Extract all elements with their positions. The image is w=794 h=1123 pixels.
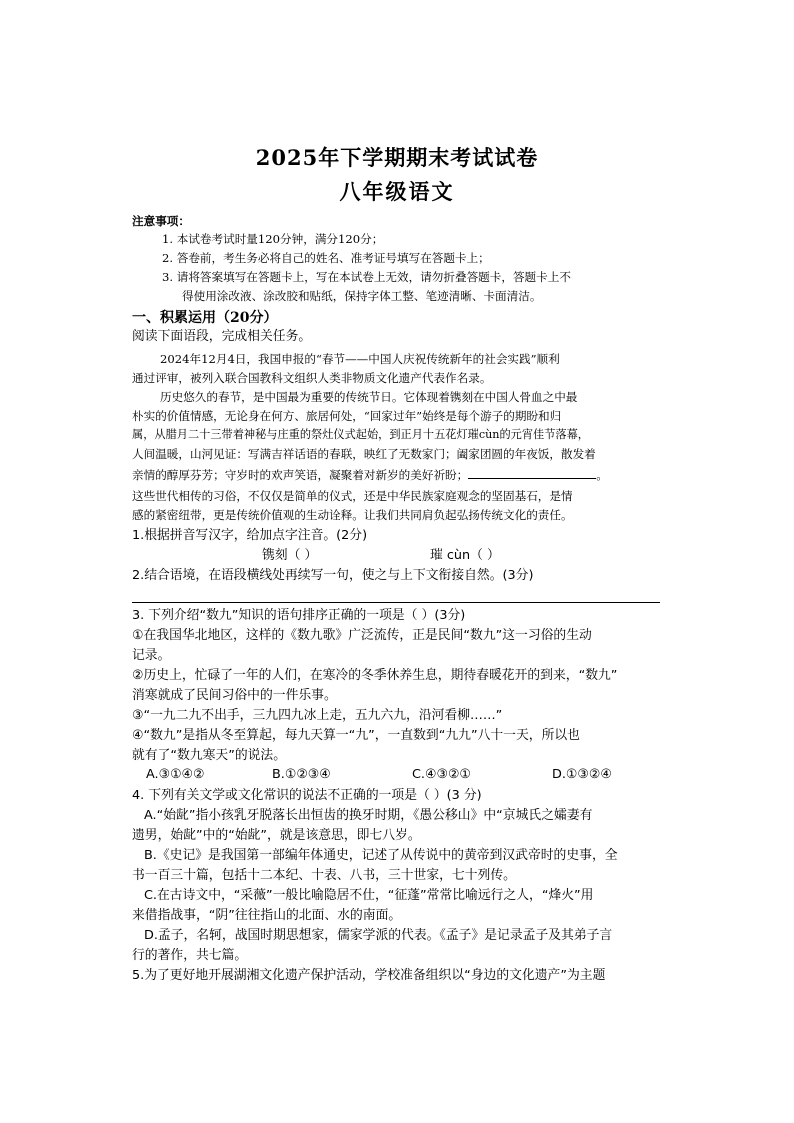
question-5: 5.为了更好地开展湖湘文化遗产保护活动，学校准备组织以“身边的文化遗产”为主题: [132, 968, 606, 983]
passage-line: 感的紧密纽带，更是传统价值观的生动诠释。让我们共同肩负起弘扬传统文化的责任。: [132, 508, 573, 522]
question-2: 2.结合语境，在语段横线处再续写一句，使之与上下文衔接自然。(3分): [132, 568, 534, 583]
passage-line: 2024年12月4日，我国申报的“春节——中国人庆祝传统新年的社会实践”顺利: [160, 352, 560, 366]
q3-option-c: C.④③②①: [412, 767, 471, 782]
q3-line: 就有了“数九寒天”的说法。: [132, 748, 287, 763]
q4-line: 书一百三十篇，包括十二本纪、十表、八书，三十世家，七十列传。: [132, 868, 516, 883]
passage-line-with-blank: [132, 466, 662, 484]
q4-line: 来借指战事，“阴”往往指山的北面、水的南面。: [132, 908, 402, 923]
notice-heading: 注意事项：: [132, 214, 190, 228]
section-intro: 阅读下面语段，完成相关任务。: [132, 329, 312, 344]
q3-line: ①在我国华北地区，这样的《数九歌》广泛流传，正是民间“数九”这一习俗的生动: [132, 628, 592, 643]
answer-blank: [468, 466, 596, 479]
q4-line: 行的著作，共七篇。: [132, 948, 248, 963]
q1-blank-1: 镌刻（ ）: [262, 548, 318, 563]
question-4: 4. 下列有关文学或文化常识的说法不正确的一项是（ ）(3 分): [132, 788, 482, 803]
q3-line: ③“一九二九不出手，三九四九冰上走，五九六九，沿河看柳……”: [132, 708, 503, 723]
passage-end: 。: [596, 468, 608, 482]
notice-item: 得使用涂改液、涂改胶和贴纸，保持字体工整、笔迹清晰、卡面清洁。: [182, 289, 542, 303]
passage-line: 朴实的价值情感，无论身在何方、旅居何处，“回家过年”始终是每个游子的期盼和归: [132, 409, 562, 423]
q1-blank-2: 璀 cùn（ ）: [430, 548, 500, 563]
exam-subtitle: 八年级语文: [339, 179, 455, 204]
q3-line: 记录。: [132, 648, 171, 663]
section-heading: 一、积累运用（20分）: [132, 310, 278, 326]
q3-line: ②历史上，忙碌了一年的人们，在寒冷的冬季休养生息，期待春暖花开的到来，“数九”: [132, 668, 618, 683]
passage-text: 亲情的醇厚芬芳；守岁时的欢声笑语，凝聚着对新岁的美好祈盼；: [132, 468, 469, 482]
notice-item: 2. 答卷前，考生务必将自己的姓名、准考证号填写在答题卡上；: [162, 251, 490, 265]
q3-option-a: A.③①④②: [146, 767, 205, 782]
passage-line: 人间温暖，山河见证：写满吉祥话语的春联，映红了无数家门；阖家团圆的年夜饭，散发着: [132, 447, 596, 461]
answer-line: [132, 602, 660, 603]
q3-line: ④“数九”是指从冬至算起，每九天算一“九”，一直数到“九九”八十一天，所以也: [132, 728, 580, 743]
exam-title: 2025年下学期期末考试试卷: [255, 145, 539, 170]
passage-line: 这些世代相传的习俗，不仅仅是简单的仪式，还是中华民族家庭观念的坚固基石，是情: [132, 489, 573, 503]
q4-line: A.“始龀”指小孩乳牙脱落长出恒齿的换牙时期，《愚公移山》中“京城氏之孀妻有: [144, 808, 593, 823]
passage-line: 历史悠久的春节，是中国最为重要的传统节日。它体现着镌刻在中国人骨血之中最: [160, 390, 578, 404]
q4-line: C.在古诗文中，“采薇”一般比喻隐居不仕，“征蓬”常常比喻远行之人，“烽火”用: [144, 888, 594, 903]
notice-item: 1. 本试卷考试时量120分钟，满分120分；: [162, 232, 384, 246]
question-3: 3. 下列介绍“数九”知识的语句排序正确的一项是（ ）(3分): [132, 608, 466, 623]
passage-line: 通过评审，被列入联合国教科文组织人类非物质文化遗产代表作名录。: [132, 371, 492, 385]
notice-item: 3. 请将答案填写在答题卡上，写在本试卷上无效，请勿折叠答题卡，答题卡上不: [162, 270, 571, 284]
question-1: 1.根据拼音写汉字，给加点字注音。(2分): [132, 528, 368, 543]
q4-line: 遗男，始龀”中的“始龀”，就是该意思，即七八岁。: [132, 828, 421, 843]
q3-option-b: B.①②③④: [272, 767, 331, 782]
q4-line: B.《史记》是我国第一部编年体通史，记述了从传说中的黄帝到汉武帝时的史事，全: [144, 848, 618, 863]
q3-line: 消寒就成了民间习俗中的一件乐事。: [132, 688, 337, 703]
q3-option-d: D.①③②④: [552, 767, 612, 782]
q4-line: D.孟子，名轲，战国时期思想家，儒家学派的代表。《孟子》是记录孟子及其弟子言: [144, 928, 613, 943]
passage-line: 属，从腊月二十三带着神秘与庄重的祭灶仪式起始，到正月十五花灯璀cùn的元宵佳节落幕，: [132, 428, 589, 441]
